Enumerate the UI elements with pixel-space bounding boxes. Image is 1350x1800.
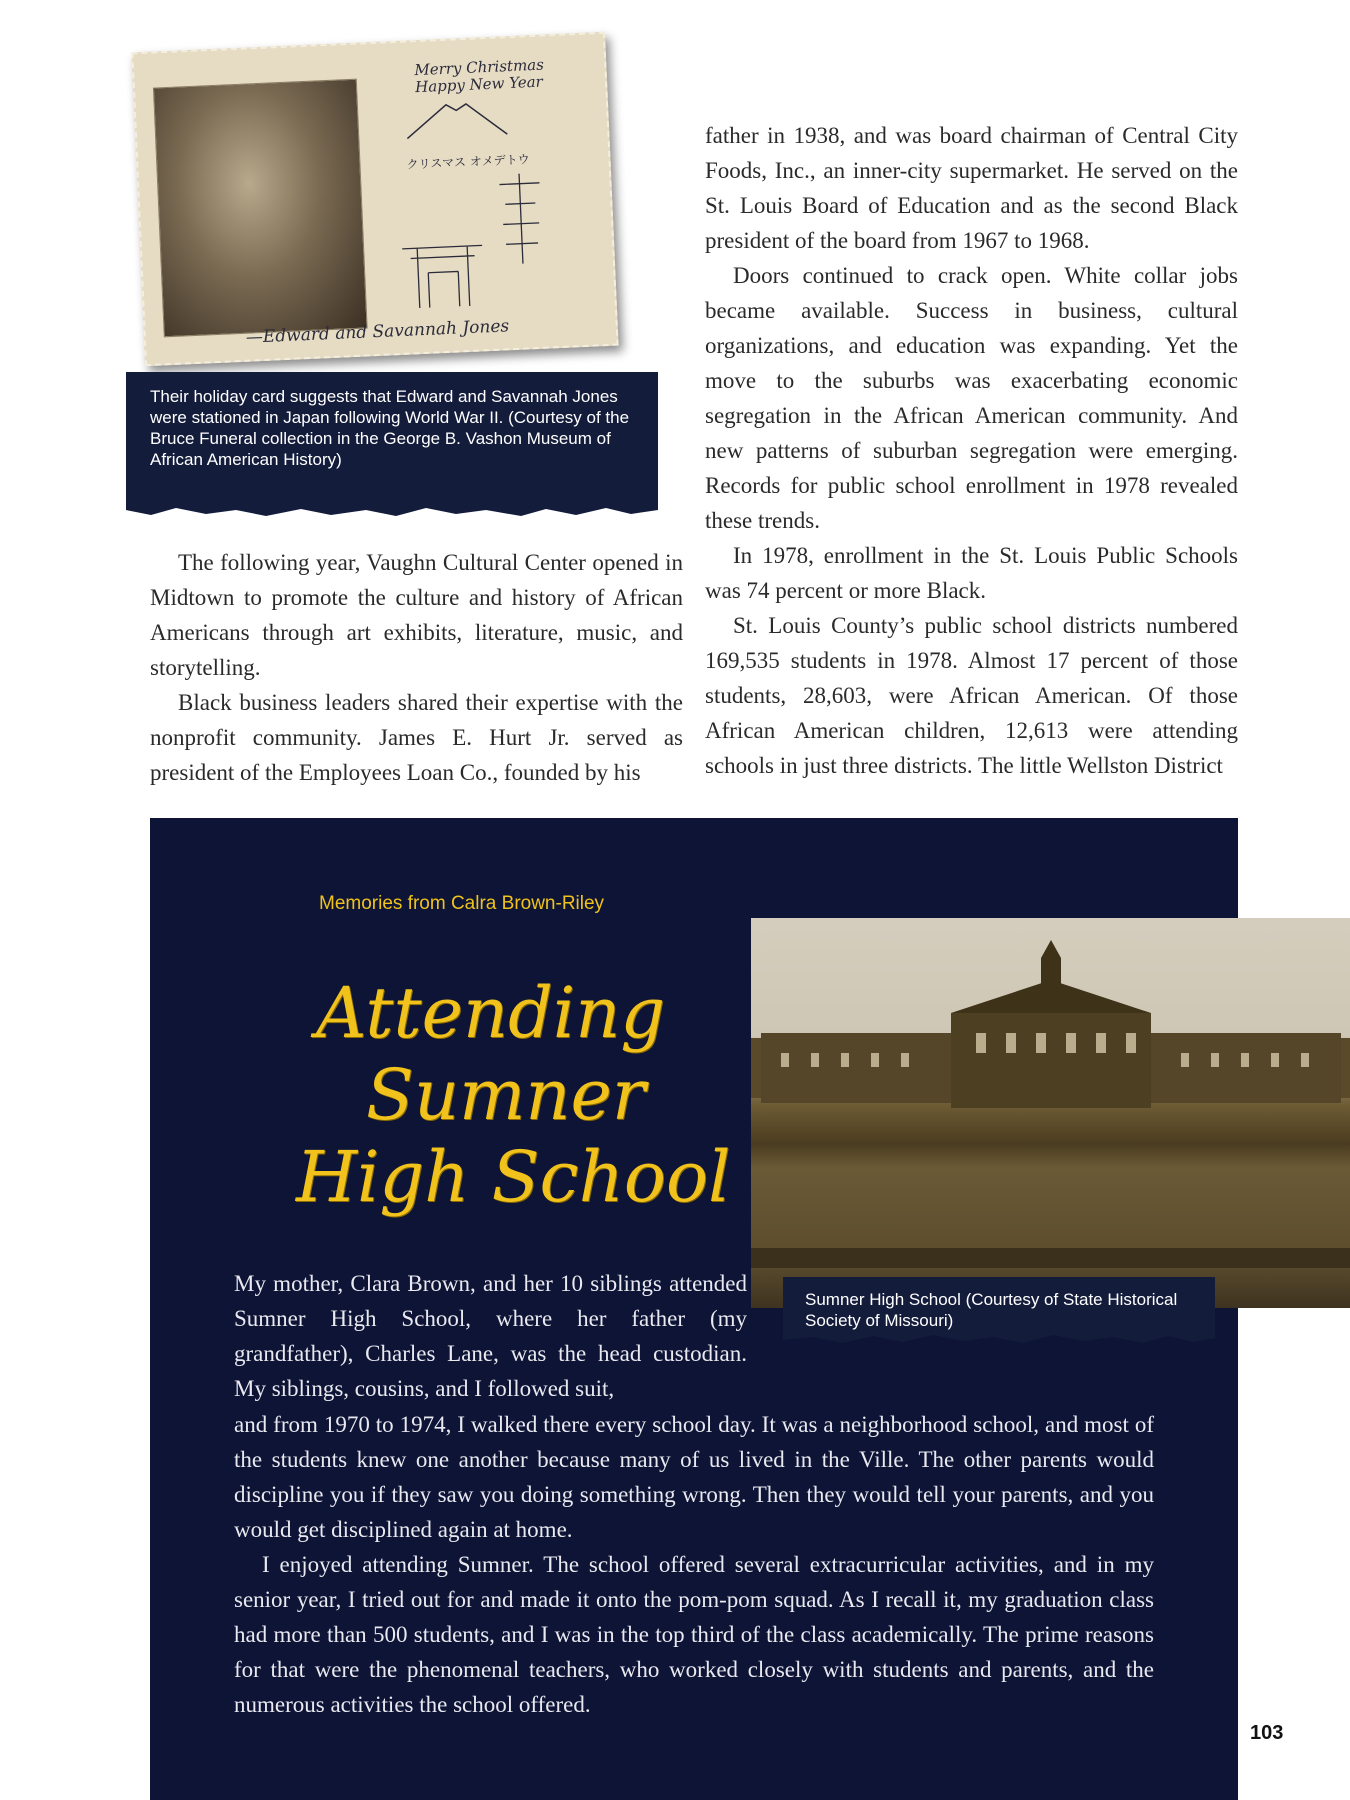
feature-title-line1: Attending	[316, 972, 666, 1054]
feature-title-line2: Sumner	[366, 1054, 646, 1136]
paragraph: My mother, Clara Brown, and her 10 siblings attended Sumner High School, where her father (my grandfather), Charles Lane, was the head custodian. My siblings, cousins, and I followed suit,	[234, 1271, 747, 1401]
card-caption	[126, 372, 658, 506]
couple-portrait	[153, 79, 368, 338]
feature-body-wide	[234, 1407, 1154, 1722]
school-photo-caption-text: Sumner High School (Courtesy of State Historical Society of Missouri)	[805, 1290, 1178, 1330]
paragraph: father in 1938, and was board chairman of Central City Foods, Inc., an inner-city supermarket. He served on the St. Louis Board of Education and as the second Black president of the board from 1967 to 1968.	[705, 123, 1238, 253]
paragraph: The following year, Vaughn Cultural Center opened in Midtown to promote the culture and history of African Americans through art exhibits, literature, music, and storytelling.	[150, 550, 683, 680]
card-caption-text: Their holiday card suggests that Edward and Savannah Jones were stationed in Japan following World War II. (Courtesy of the Bruce Funeral collection in the George B. Vashon Museum of African American History)	[150, 387, 630, 469]
mount-fuji-pagoda-sketch	[386, 91, 585, 309]
paragraph: St. Louis County’s public school districts numbered 169,535 students in 1978. Almost 17 percent of those students, 28,603, were African American. Of those African American children, 12,613 were attending schools in just three districts. The little Wellston District	[705, 613, 1238, 778]
feature-kicker: Memories from Calra Brown-Riley	[319, 893, 605, 914]
paragraph: I enjoyed attending Sumner. The school offered several extracurricular activities, and in my senior year, I tried out for and made it onto the pom-pom squad. As I recall it, my graduation class had more than 500 students, and I was in the top third of the class academically. The prime reasons for that were the phenomenal teachers, who worked closely with students and parents, and the numerous activities the school offered.	[234, 1552, 1154, 1717]
feature-body-narrow	[234, 1266, 747, 1406]
school-building-illustration	[751, 918, 1350, 1308]
sumner-high-school-photo	[751, 918, 1350, 1308]
card-signature: —Edward and Savannah Jones	[245, 316, 510, 348]
torn-edge	[783, 1331, 1215, 1345]
paragraph: Doors continued to crack open. White collar jobs became available. Success in business, cultural organizations, and education was expanding. Yet the move to the suburbs was exacerbating economic segregation in the African American community. And new patterns of suburban segregation were emerging. Records for public school enrollment in 1978 revealed these trends.	[705, 263, 1238, 533]
svg-text:クリスマス オメデトウ: クリスマス オメデトウ	[406, 152, 530, 172]
torn-edge	[126, 504, 658, 518]
card-greeting: Merry Christmas Happy New Year	[414, 55, 545, 97]
page-number: 103	[1250, 1722, 1284, 1744]
left-column-text	[150, 545, 683, 790]
right-column-text	[705, 118, 1238, 783]
paragraph: Black business leaders shared their expertise with the nonprofit community. James E. Hurt Jr. served as president of the Employees Loan Co., founded by his	[150, 690, 683, 785]
school-photo-caption	[783, 1277, 1215, 1333]
paragraph: In 1978, enrollment in the St. Louis Public Schools was 74 percent or more Black.	[705, 543, 1238, 603]
holiday-card-photo	[131, 32, 618, 366]
feature-title-line3: High School	[296, 1136, 731, 1218]
paragraph: and from 1970 to 1974, I walked there every school day. It was a neighborhood school, and most of the students knew one another because many of us lived in the Ville. The other parents would discipline you if they saw you doing something wrong. Then they would tell your parents, and you would get disciplined again at home.	[234, 1412, 1154, 1542]
